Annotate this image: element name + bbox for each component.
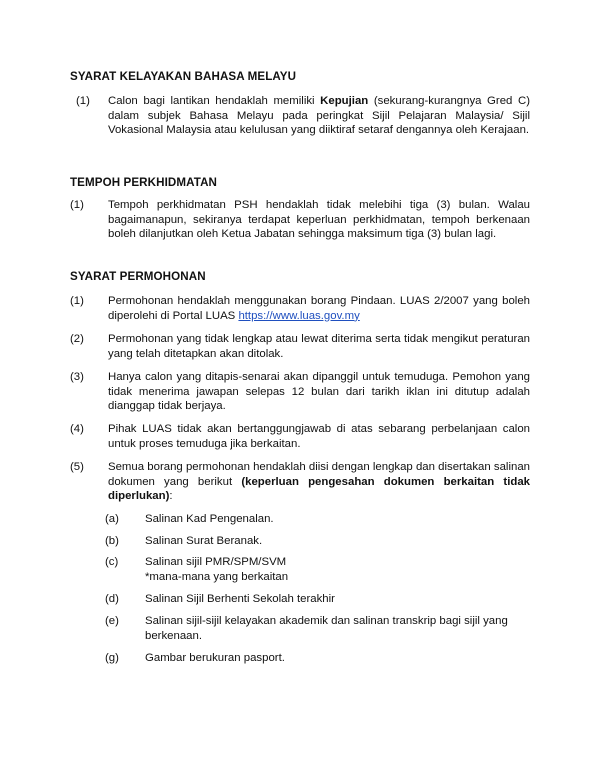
subitem-g (105, 651, 530, 666)
item-bold-text: (keperluan pengesahan dokumen berkaitan tidak diperlukan) (108, 475, 530, 503)
permohonan-item-5 (70, 460, 530, 504)
permohonan-item-4 (70, 422, 530, 451)
item-number: (1) (76, 95, 90, 107)
item-text: Hanya calon yang ditapis-senarai akan dipanggil untuk temuduga. Pemohon yang tidak menerima jawapan selepas 12 bulan dari tarikh iklan ini ditutup adalah dianggap tidak berjaya. (108, 371, 530, 413)
subitem-note: *mana-mana yang berkaitan (145, 570, 289, 583)
item-text: Tempoh perkhidmatan PSH hendaklah tidak melebihi tiga (3) bulan. Walau bagaimanapun, sekiranya terdapat keperluan perkhidmatan, tempoh berkenaan boleh dilanjutkan oleh Ketua Jabatan sehingga maksimum tiga (3) bulan lagi. (108, 199, 530, 241)
heading-tempoh-perkhidmatan: TEMPOH PERKHIDMATAN (70, 176, 218, 189)
permohonan-item-1 (70, 294, 530, 323)
subitem-text: Salinan sijil PMR/SPM/SVM (145, 556, 287, 568)
item-number: (4) (70, 423, 84, 435)
item-text: Calon bagi lantikan hendaklah memiliki Kepujian (sekurang-kurangnya Gred C) dalam subjek Bahasa Melayu pada peringkat Sijil Pelajaran Malaysia/ Sijil Vokasional Malaysia atau kelulusan yang diiktiraf setaraf dengannya oleh Kerajaan. (108, 95, 530, 137)
subitem-text: Gambar berukuran pasport. (145, 652, 285, 664)
item-text: Permohonan hendaklah menggunakan borang Pindaan. LUAS 2/2007 yang boleh diperolehi di Portal LUAS https://www.luas.gov.my (108, 295, 530, 322)
subitem-b (105, 534, 530, 549)
subitem-number: (a) (105, 513, 119, 525)
heading-syarat-kelayakan: SYARAT KELAYAKAN BAHASA MELAYU (70, 70, 297, 83)
subitem-c (105, 555, 530, 584)
permohonan-item-3 (70, 370, 530, 414)
subitem-e (105, 614, 530, 643)
subitem-a (105, 512, 530, 527)
item-number: (3) (70, 371, 84, 383)
tempoh-item-1 (70, 198, 530, 242)
subitem-text: Salinan sijil-sijil kelayakan akademik dan salinan transkrip bagi sijil yang berkenaan. (145, 615, 508, 642)
item-number: (1) (70, 199, 84, 211)
kelayakan-item-1 (70, 94, 530, 138)
subitem-number: (g) (105, 652, 119, 664)
item-number: (2) (70, 333, 84, 345)
item-text: Permohonan yang tidak lengkap atau lewat diterima serta tidak mengikut peraturan yang telah ditetapkan akan ditolak. (108, 333, 530, 360)
item-number: (1) (70, 295, 84, 307)
subitem-number: (d) (105, 593, 119, 605)
item-text: Semua borang permohonan hendaklah diisi dengan lengkap dan disertakan salinan dokumen yang berikut (keperluan pengesahan dokumen berkaitan tidak diperlukan): (108, 461, 530, 503)
subitem-number: (e) (105, 615, 119, 627)
portal-luas-link[interactable]: https://www.luas.gov.my (238, 309, 360, 322)
subitem-text: Salinan Surat Beranak. (145, 535, 263, 547)
item-number: (5) (70, 461, 84, 473)
item-text: Pihak LUAS tidak akan bertanggungjawab di atas sebarang perbelanjaan calon untuk proses temuduga jika berkaitan. (108, 423, 530, 450)
permohonan-item-2 (70, 332, 530, 361)
heading-syarat-permohonan: SYARAT PERMOHONAN (70, 270, 206, 283)
item-bold-text: Kepujian (320, 95, 369, 107)
subitem-text: Salinan Sijil Berhenti Sekolah terakhir (145, 593, 335, 605)
subitem-number: (c) (105, 556, 119, 568)
subitem-text: Salinan Kad Pengenalan. (145, 513, 274, 525)
subitem-number: (b) (105, 535, 119, 547)
subitem-d (105, 592, 530, 607)
